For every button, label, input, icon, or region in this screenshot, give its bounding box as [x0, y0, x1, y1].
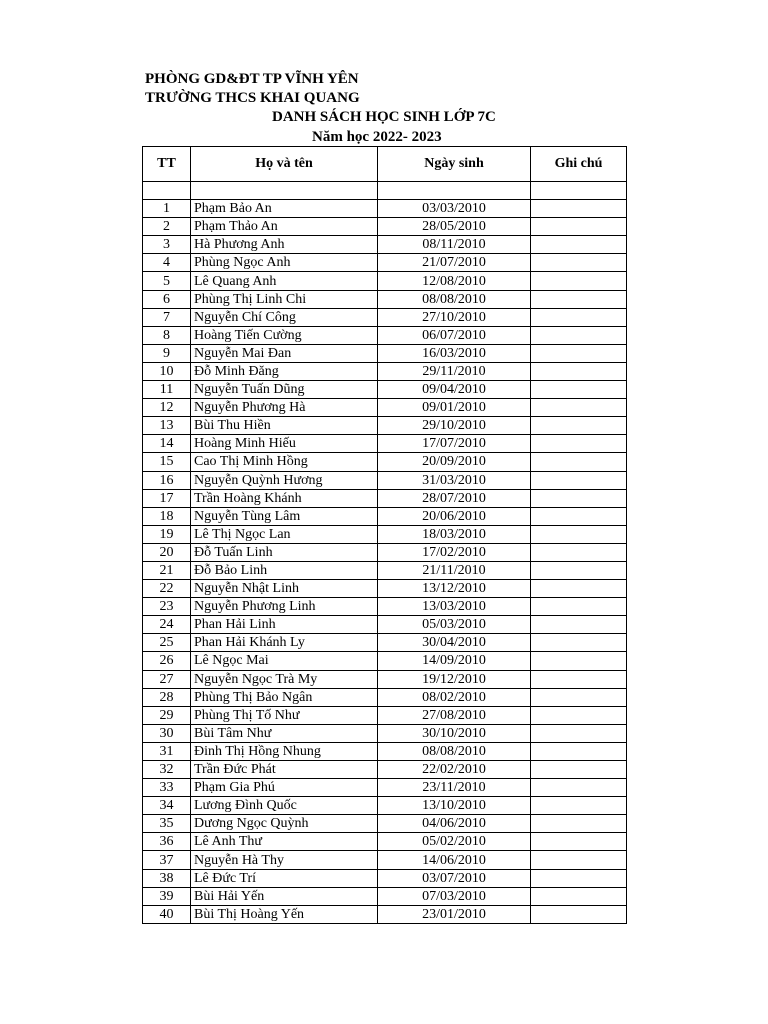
table-row — [143, 254, 627, 272]
student-name: Nguyễn Phương Hà — [191, 399, 378, 417]
student-date-of-birth: 12/08/2010 — [378, 272, 531, 290]
student-date-of-birth: 03/03/2010 — [378, 200, 531, 218]
table-row — [143, 417, 627, 435]
table-row — [143, 308, 627, 326]
student-name: Lê Thị Ngọc Lan — [191, 525, 378, 543]
table-row — [143, 724, 627, 742]
table-row — [143, 236, 627, 254]
student-name: Phùng Ngọc Anh — [191, 254, 378, 272]
student-number: 31 — [143, 742, 191, 760]
student-note — [531, 688, 627, 706]
student-name: Hà Phương Anh — [191, 236, 378, 254]
student-date-of-birth: 21/07/2010 — [378, 254, 531, 272]
student-note — [531, 869, 627, 887]
student-name: Hoàng Minh Hiếu — [191, 435, 378, 453]
student-name: Nguyễn Phương Linh — [191, 598, 378, 616]
student-date-of-birth: 22/02/2010 — [378, 761, 531, 779]
student-number: 26 — [143, 652, 191, 670]
student-name: Phạm Gia Phú — [191, 779, 378, 797]
student-date-of-birth: 20/09/2010 — [378, 453, 531, 471]
student-note — [531, 652, 627, 670]
student-name: Bùi Tâm Như — [191, 724, 378, 742]
student-name: Bùi Thị Hoàng Yến — [191, 905, 378, 923]
student-date-of-birth: 20/06/2010 — [378, 507, 531, 525]
student-name: Nguyễn Tuấn Dũng — [191, 381, 378, 399]
table-row — [143, 507, 627, 525]
student-name: Phùng Thị Tố Như — [191, 706, 378, 724]
table-header-row — [143, 147, 627, 182]
student-note — [531, 254, 627, 272]
student-date-of-birth: 27/08/2010 — [378, 706, 531, 724]
student-note — [531, 435, 627, 453]
student-note — [531, 634, 627, 652]
table-row — [143, 453, 627, 471]
student-date-of-birth: 28/05/2010 — [378, 218, 531, 236]
column-header-full-name: Họ và tên — [191, 147, 378, 182]
table-row — [143, 598, 627, 616]
table-row — [143, 326, 627, 344]
student-number: 19 — [143, 525, 191, 543]
student-date-of-birth: 13/12/2010 — [378, 580, 531, 598]
student-note — [531, 236, 627, 254]
student-date-of-birth: 06/07/2010 — [378, 326, 531, 344]
student-date-of-birth: 07/03/2010 — [378, 887, 531, 905]
student-number: 18 — [143, 507, 191, 525]
student-number: 32 — [143, 761, 191, 779]
student-note — [531, 598, 627, 616]
student-name: Nguyễn Ngọc Trà My — [191, 670, 378, 688]
student-name: Bùi Hải Yến — [191, 887, 378, 905]
student-date-of-birth: 09/04/2010 — [378, 381, 531, 399]
student-name: Nguyễn Nhật Linh — [191, 580, 378, 598]
table-row — [143, 634, 627, 652]
student-number: 27 — [143, 670, 191, 688]
student-number: 30 — [143, 724, 191, 742]
student-date-of-birth: 09/01/2010 — [378, 399, 531, 417]
student-number: 35 — [143, 815, 191, 833]
student-date-of-birth: 03/07/2010 — [378, 869, 531, 887]
student-note — [531, 471, 627, 489]
student-note — [531, 399, 627, 417]
student-name: Lê Ngọc Mai — [191, 652, 378, 670]
student-date-of-birth: 05/03/2010 — [378, 616, 531, 634]
student-note — [531, 779, 627, 797]
student-note — [531, 362, 627, 380]
student-name: Đinh Thị Hồng Nhung — [191, 742, 378, 760]
student-number: 5 — [143, 272, 191, 290]
student-number: 9 — [143, 344, 191, 362]
student-name: Nguyễn Chí Công — [191, 308, 378, 326]
student-name: Nguyễn Tùng Lâm — [191, 507, 378, 525]
student-name: Phạm Bảo An — [191, 200, 378, 218]
student-name: Lê Anh Thư — [191, 833, 378, 851]
student-name: Lê Quang Anh — [191, 272, 378, 290]
student-number: 12 — [143, 399, 191, 417]
student-note — [531, 761, 627, 779]
student-note — [531, 742, 627, 760]
table-row — [143, 489, 627, 507]
student-name: Trần Hoàng Khánh — [191, 489, 378, 507]
student-date-of-birth: 04/06/2010 — [378, 815, 531, 833]
student-note — [531, 851, 627, 869]
table-row — [143, 580, 627, 598]
student-number: 23 — [143, 598, 191, 616]
student-name: Phạm Thảo An — [191, 218, 378, 236]
department-name: PHÒNG GD&ĐT TP VĨNH YÊN — [145, 71, 359, 87]
spacer-cell — [378, 182, 531, 200]
student-note — [531, 290, 627, 308]
student-date-of-birth: 08/08/2010 — [378, 742, 531, 760]
table-row — [143, 381, 627, 399]
school-year: Năm học 2022- 2023 — [312, 129, 442, 145]
student-number: 25 — [143, 634, 191, 652]
student-number: 15 — [143, 453, 191, 471]
table-row — [143, 561, 627, 579]
table-row — [143, 851, 627, 869]
student-number: 33 — [143, 779, 191, 797]
student-note — [531, 905, 627, 923]
student-date-of-birth: 08/11/2010 — [378, 236, 531, 254]
student-number: 34 — [143, 797, 191, 815]
table-row — [143, 399, 627, 417]
student-number: 3 — [143, 236, 191, 254]
student-date-of-birth: 05/02/2010 — [378, 833, 531, 851]
column-header-number: TT — [143, 147, 191, 182]
student-date-of-birth: 17/02/2010 — [378, 543, 531, 561]
school-name: TRƯỜNG THCS KHAI QUANG — [145, 90, 360, 106]
student-name: Cao Thị Minh Hồng — [191, 453, 378, 471]
table-row — [143, 344, 627, 362]
student-note — [531, 272, 627, 290]
student-number: 36 — [143, 833, 191, 851]
table-row — [143, 543, 627, 561]
student-number: 24 — [143, 616, 191, 634]
student-note — [531, 200, 627, 218]
student-number: 1 — [143, 200, 191, 218]
table-row — [143, 815, 627, 833]
spacer-cell — [143, 182, 191, 200]
student-name: Trần Đức Phát — [191, 761, 378, 779]
student-number: 6 — [143, 290, 191, 308]
student-note — [531, 507, 627, 525]
student-number: 38 — [143, 869, 191, 887]
student-note — [531, 417, 627, 435]
student-name: Nguyễn Mai Đan — [191, 344, 378, 362]
table-row — [143, 616, 627, 634]
table-row — [143, 779, 627, 797]
table-row — [143, 869, 627, 887]
student-date-of-birth: 14/06/2010 — [378, 851, 531, 869]
table-spacer-row — [143, 182, 627, 200]
student-note — [531, 887, 627, 905]
student-date-of-birth: 14/09/2010 — [378, 652, 531, 670]
spacer-cell — [191, 182, 378, 200]
student-number: 22 — [143, 580, 191, 598]
student-date-of-birth: 08/08/2010 — [378, 290, 531, 308]
student-note — [531, 381, 627, 399]
student-date-of-birth: 19/12/2010 — [378, 670, 531, 688]
table-row — [143, 797, 627, 815]
table-row — [143, 742, 627, 760]
student-date-of-birth: 18/03/2010 — [378, 525, 531, 543]
table-body — [143, 182, 627, 924]
student-roster-table — [142, 146, 627, 924]
student-number: 11 — [143, 381, 191, 399]
student-date-of-birth: 16/03/2010 — [378, 344, 531, 362]
student-name: Nguyễn Quỳnh Hương — [191, 471, 378, 489]
student-note — [531, 308, 627, 326]
student-note — [531, 797, 627, 815]
student-name: Nguyễn Hà Thy — [191, 851, 378, 869]
column-header-date-of-birth: Ngày sinh — [378, 147, 531, 182]
spacer-cell — [531, 182, 627, 200]
student-number: 21 — [143, 561, 191, 579]
student-date-of-birth: 27/10/2010 — [378, 308, 531, 326]
student-name: Phan Hải Khánh Ly — [191, 634, 378, 652]
student-date-of-birth: 08/02/2010 — [378, 688, 531, 706]
table-row — [143, 688, 627, 706]
student-name: Lương Đình Quốc — [191, 797, 378, 815]
table-row — [143, 652, 627, 670]
student-name: Dương Ngọc Quỳnh — [191, 815, 378, 833]
student-note — [531, 616, 627, 634]
table-row — [143, 471, 627, 489]
student-number: 37 — [143, 851, 191, 869]
student-number: 20 — [143, 543, 191, 561]
student-name: Đỗ Tuấn Linh — [191, 543, 378, 561]
table-row — [143, 272, 627, 290]
student-name: Đỗ Bảo Linh — [191, 561, 378, 579]
student-number: 2 — [143, 218, 191, 236]
student-note — [531, 815, 627, 833]
student-name: Bùi Thu Hiền — [191, 417, 378, 435]
student-name: Phùng Thị Linh Chi — [191, 290, 378, 308]
student-note — [531, 580, 627, 598]
student-number: 13 — [143, 417, 191, 435]
student-number: 4 — [143, 254, 191, 272]
student-number: 7 — [143, 308, 191, 326]
student-note — [531, 326, 627, 344]
student-number: 29 — [143, 706, 191, 724]
student-number: 10 — [143, 362, 191, 380]
student-note — [531, 218, 627, 236]
table-row — [143, 435, 627, 453]
student-date-of-birth: 17/07/2010 — [378, 435, 531, 453]
student-name: Phan Hải Linh — [191, 616, 378, 634]
table-row — [143, 887, 627, 905]
student-name: Hoàng Tiến Cường — [191, 326, 378, 344]
student-note — [531, 344, 627, 362]
student-note — [531, 670, 627, 688]
table-row — [143, 525, 627, 543]
student-date-of-birth: 30/04/2010 — [378, 634, 531, 652]
table-row — [143, 833, 627, 851]
student-date-of-birth: 13/03/2010 — [378, 598, 531, 616]
table-row — [143, 362, 627, 380]
student-note — [531, 724, 627, 742]
student-note — [531, 489, 627, 507]
student-note — [531, 706, 627, 724]
student-date-of-birth: 21/11/2010 — [378, 561, 531, 579]
table-row — [143, 200, 627, 218]
student-number: 8 — [143, 326, 191, 344]
student-number: 39 — [143, 887, 191, 905]
student-number: 28 — [143, 688, 191, 706]
student-name: Phùng Thị Bảo Ngân — [191, 688, 378, 706]
document-title: DANH SÁCH HỌC SINH LỚP 7C — [272, 109, 496, 125]
student-number: 40 — [143, 905, 191, 923]
student-note — [531, 525, 627, 543]
student-note — [531, 453, 627, 471]
student-note — [531, 561, 627, 579]
student-name: Đỗ Minh Đăng — [191, 362, 378, 380]
table-row — [143, 905, 627, 923]
student-number: 14 — [143, 435, 191, 453]
student-note — [531, 833, 627, 851]
table-row — [143, 761, 627, 779]
student-date-of-birth: 23/01/2010 — [378, 905, 531, 923]
student-date-of-birth: 30/10/2010 — [378, 724, 531, 742]
student-date-of-birth: 13/10/2010 — [378, 797, 531, 815]
student-date-of-birth: 23/11/2010 — [378, 779, 531, 797]
student-date-of-birth: 31/03/2010 — [378, 471, 531, 489]
table-row — [143, 706, 627, 724]
table-row — [143, 670, 627, 688]
table-row — [143, 290, 627, 308]
student-note — [531, 543, 627, 561]
student-date-of-birth: 29/11/2010 — [378, 362, 531, 380]
student-number: 16 — [143, 471, 191, 489]
student-number: 17 — [143, 489, 191, 507]
student-name: Lê Đức Trí — [191, 869, 378, 887]
student-date-of-birth: 28/07/2010 — [378, 489, 531, 507]
student-date-of-birth: 29/10/2010 — [378, 417, 531, 435]
table-row — [143, 218, 627, 236]
column-header-notes: Ghi chú — [531, 147, 627, 182]
